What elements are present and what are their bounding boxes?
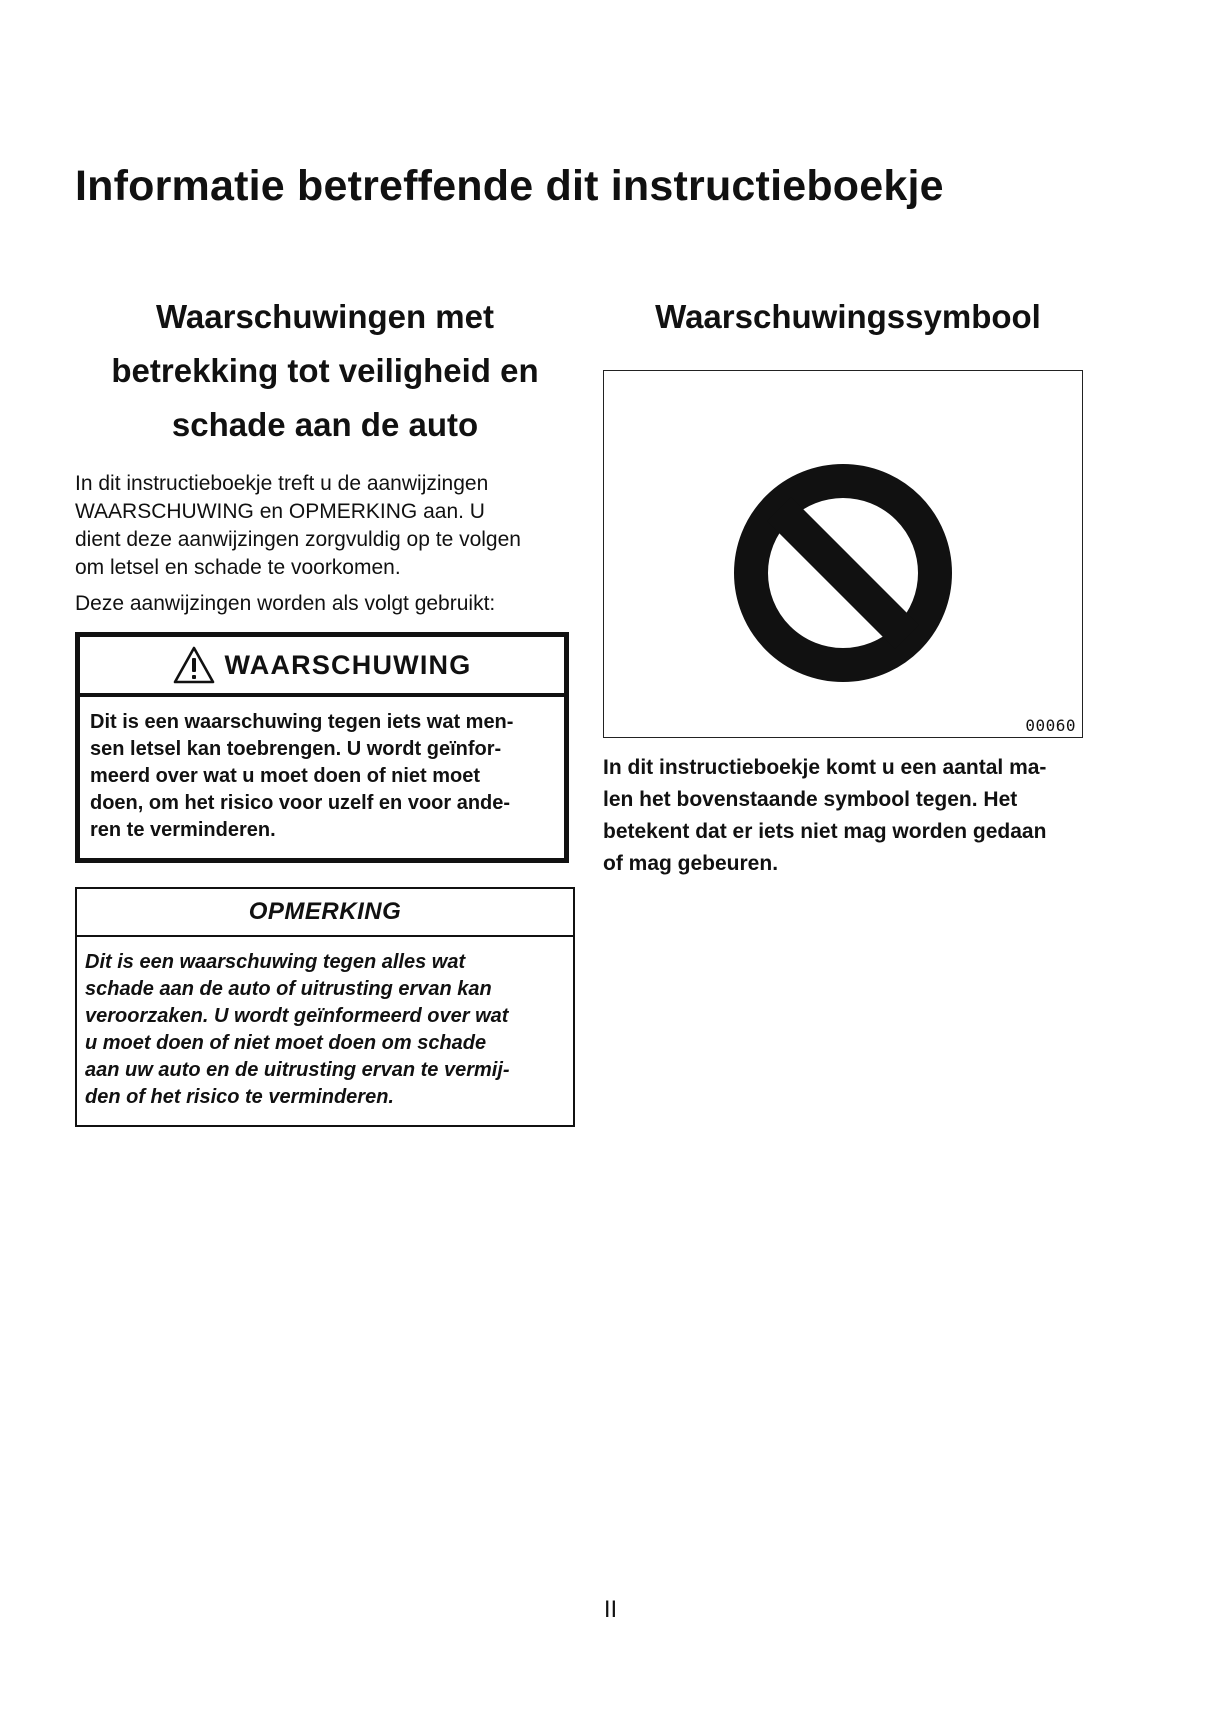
page-number: II bbox=[603, 1596, 618, 1623]
symbol-description bbox=[603, 752, 1103, 880]
text-line: u moet doen of niet moet doen om schade bbox=[85, 1032, 487, 1054]
text-line: In dit instructieboekje treft u de aanwijzingen bbox=[75, 472, 489, 495]
text-line: betekent dat er iets niet mag worden gedaan bbox=[603, 820, 1047, 843]
heading-line: schade aan de auto bbox=[171, 406, 479, 443]
text-line: aan uw auto en de uitrusting ervan te vermij- bbox=[85, 1059, 510, 1081]
text-line: Dit is een waarschuwing tegen alles wat bbox=[85, 951, 466, 973]
left-column bbox=[75, 290, 580, 1127]
note-text bbox=[77, 937, 573, 1125]
heading-line: betrekking tot veiligheid en bbox=[111, 352, 539, 389]
intro-paragraph bbox=[75, 470, 580, 582]
figure-code: 00060 bbox=[1025, 716, 1076, 735]
warning-triangle-icon bbox=[173, 646, 215, 684]
text-line: In dit instructieboekje komt u een aantal ma- bbox=[603, 756, 1047, 779]
usage-paragraph: Deze aanwijzingen worden als volgt gebruikt: bbox=[75, 592, 496, 615]
prohibition-icon bbox=[733, 463, 953, 683]
text-line: veroorzaken. U wordt geïnformeerd over wat bbox=[85, 1005, 509, 1027]
symbol-figure bbox=[603, 370, 1083, 738]
heading-line: Waarschuwingen met bbox=[155, 298, 494, 335]
safety-warnings-heading bbox=[75, 290, 575, 452]
note-box bbox=[75, 887, 575, 1127]
warning-symbol-heading: Waarschuwingssymbool bbox=[655, 298, 1041, 335]
text-line: om letsel en schade te voorkomen. bbox=[75, 556, 401, 579]
text-line: den of het risico te verminderen. bbox=[85, 1086, 394, 1108]
text-line: sen letsel kan toebrengen. U wordt geïnfor- bbox=[90, 738, 502, 760]
text-line: WAARSCHUWING en OPMERKING aan. U bbox=[75, 500, 485, 523]
text-line: len het bovenstaande symbool tegen. Het bbox=[603, 788, 1018, 811]
warning-text bbox=[80, 697, 564, 858]
note-title: OPMERKING bbox=[77, 889, 573, 937]
text-line: schade aan de auto of uitrusting ervan kan bbox=[85, 978, 492, 1000]
text-line: of mag gebeuren. bbox=[603, 852, 779, 875]
text-line: meerd over wat u moet doen of niet moet bbox=[90, 765, 481, 787]
text-line: Dit is een waarschuwing tegen iets wat men- bbox=[90, 711, 514, 733]
text-line: doen, om het risico voor uzelf en voor ande- bbox=[90, 792, 511, 814]
right-column bbox=[603, 290, 1108, 901]
warning-box-header bbox=[80, 637, 564, 697]
warning-title: WAARSCHUWING bbox=[224, 649, 472, 680]
text-line: ren te verminderen. bbox=[90, 819, 276, 841]
text-line: dient deze aanwijzingen zorgvuldig op te volgen bbox=[75, 528, 521, 551]
warning-box bbox=[75, 632, 569, 863]
page-title: Informatie betreffende dit instructieboekje bbox=[75, 162, 944, 210]
